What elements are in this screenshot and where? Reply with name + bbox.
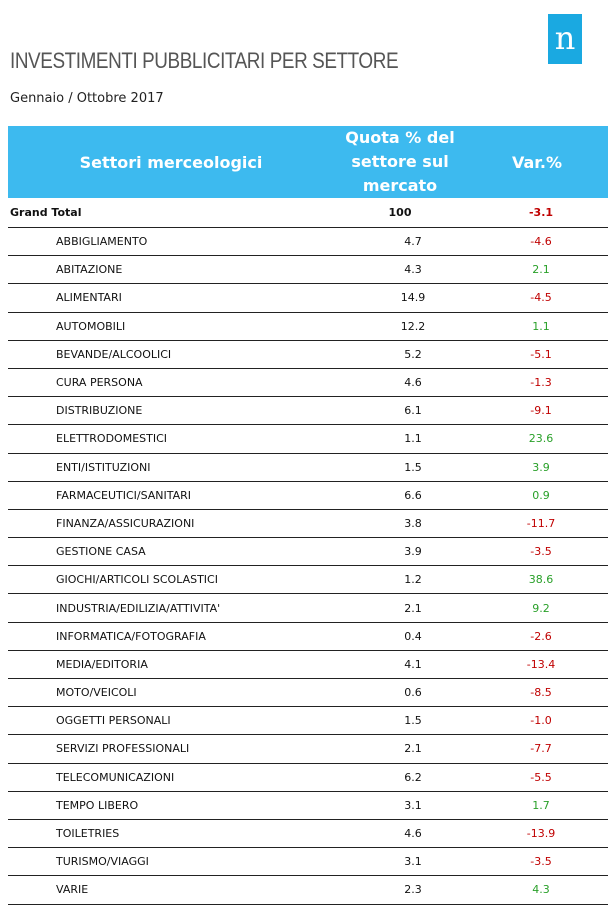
row-var-value: 3.9 [532,460,550,474]
row-sector-label: INDUSTRIA/EDILIZIA/ATTIVITA' [56,601,221,615]
row-var-value: -4.6 [530,235,552,249]
page-title: INVESTIMENTI PUBBLICITARI PER SETTORE [10,48,399,73]
row-quota-value: 14.9 [400,291,426,305]
table-body [8,228,608,905]
row-sector-label: ELETTRODOMESTICI [56,432,168,446]
row-var-value: -5.5 [530,770,552,784]
table-row [8,482,608,510]
row-var-value: 0.9 [532,488,550,502]
row-var-value: -11.7 [526,516,556,530]
row-sector-label: FARMACEUTICI/SANITARI [56,488,192,502]
table-row [8,397,608,425]
row-var-value: -9.1 [530,404,552,418]
page-subtitle: Gennaio / Ottobre 2017 [10,91,164,106]
row-quota-value: 1.1 [404,432,422,446]
table-row [8,538,608,566]
row-var-value: 38.6 [528,573,554,587]
row-sector-label: GIOCHI/ARTICOLI SCOLASTICI [56,573,218,587]
row-sector-label: FINANZA/ASSICURAZIONI [56,516,195,530]
row-quota-value: 3.1 [404,798,422,812]
row-sector-label: SERVIZI PROFESSIONALI [56,742,190,756]
column-header-sector: Settori merceologici [79,152,263,172]
row-quota-value: 5.2 [404,347,422,361]
row-quota-value: 1.5 [404,714,422,728]
row-sector-label: GESTIONE CASA [56,545,146,559]
table-row [8,425,608,453]
table-row [8,566,608,594]
row-sector-label: TELECOMUNICAZIONI [56,770,175,784]
row-sector-label: ENTI/ISTITUZIONI [56,460,151,474]
row-sector-label: ABITAZIONE [56,263,123,277]
sector-table [8,126,608,905]
row-var-value: -13.9 [526,827,556,841]
row-quota-value: 4.3 [404,263,422,277]
table-row [8,284,608,312]
row-var-value: 1.1 [532,319,550,333]
row-quota-value: 3.1 [404,855,422,869]
row-sector-label: VARIE [56,883,89,897]
row-sector-label: TOILETRIES [56,827,120,841]
row-sector-label: ABBIGLIAMENTO [56,235,148,249]
table-row [8,454,608,482]
row-sector-label: TEMPO LIBERO [56,798,139,812]
row-quota-value: 4.6 [404,827,422,841]
row-sector-label: MOTO/VEICOLI [56,686,137,700]
row-quota-value: 4.1 [404,657,422,671]
row-sector-label: CURA PERSONA [56,376,143,390]
row-quota-value: 6.2 [404,770,422,784]
grand-total-quota: 100 [388,206,412,219]
row-var-value: 4.3 [532,883,550,897]
table-row [8,256,608,284]
grand-total-var: -3.1 [528,206,554,219]
table-row [8,764,608,792]
row-var-value: -1.3 [530,376,552,390]
row-var-value: -13.4 [526,657,556,671]
row-var-value: -3.5 [530,855,552,869]
row-var-value: -5.1 [530,347,552,361]
row-sector-label: INFORMATICA/FOTOGRAFIA [56,629,206,643]
table-row [8,820,608,848]
table-row [8,594,608,622]
table-row [8,735,608,763]
table-row [8,679,608,707]
row-var-value: 9.2 [532,601,550,615]
row-quota-value: 1.5 [404,460,422,474]
row-var-value: 2.1 [532,263,550,277]
row-var-value: 1.7 [532,798,550,812]
table-row [8,313,608,341]
grand-total-row [8,198,608,228]
table-row [8,341,608,369]
row-sector-label: ALIMENTARI [56,291,122,305]
row-var-value: -8.5 [530,686,552,700]
table-header [8,126,608,198]
table-row [8,228,608,256]
row-quota-value: 2.1 [404,742,422,756]
table-row [8,792,608,820]
row-quota-value: 12.2 [400,319,426,333]
table-row [8,651,608,679]
column-header-quota: Quota % del settore sul mercato [345,128,455,195]
row-quota-value: 4.7 [404,235,422,249]
row-sector-label: MEDIA/EDITORIA [56,657,148,671]
row-quota-value: 1.2 [404,573,422,587]
row-quota-value: 3.8 [404,516,422,530]
row-sector-label: DISTRIBUZIONE [56,404,143,418]
row-quota-value: 6.6 [404,488,422,502]
row-var-value: -3.5 [530,545,552,559]
row-sector-label: OGGETTI PERSONALI [56,714,171,728]
table-row [8,876,608,904]
row-sector-label: TURISMO/VIAGGI [56,855,149,869]
row-var-value: -2.6 [530,629,552,643]
row-quota-value: 0.6 [404,686,422,700]
table-row [8,510,608,538]
row-sector-label: AUTOMOBILI [56,319,126,333]
grand-total-label: Grand Total [10,206,82,219]
row-var-value: -1.0 [530,714,552,728]
row-quota-value: 2.3 [404,883,422,897]
row-quota-value: 6.1 [404,404,422,418]
row-quota-value: 3.9 [404,545,422,559]
logo-letter: n [554,19,576,57]
table-row [8,848,608,876]
row-var-value: -4.5 [530,291,552,305]
column-header-var: Var.% [511,152,563,172]
row-quota-value: 4.6 [404,376,422,390]
row-sector-label: BEVANDE/ALCOOLICI [56,347,172,361]
table-row [8,623,608,651]
brand-logo [548,14,582,64]
row-var-value: -7.7 [530,742,552,756]
row-quota-value: 0.4 [404,629,422,643]
row-var-value: 23.6 [528,432,554,446]
table-row [8,369,608,397]
table-row [8,707,608,735]
row-quota-value: 2.1 [404,601,422,615]
